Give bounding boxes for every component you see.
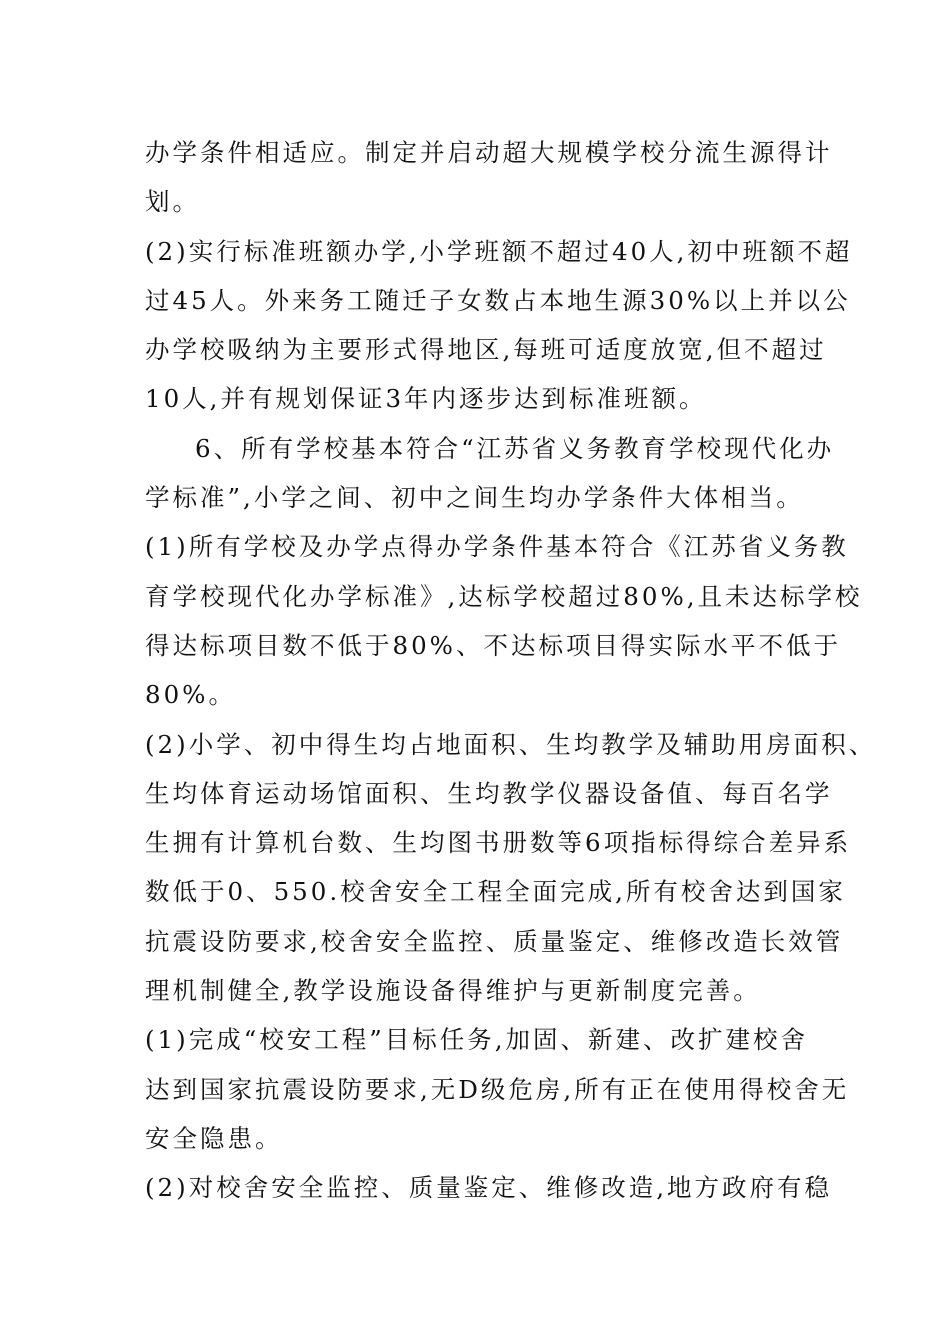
text-line: 6、所有学校基本符合“江苏省义务教育学校现代化办 bbox=[195, 433, 835, 463]
text-line: (2)实行标准班额办学,小学班额不超过40人,初中班额不超 bbox=[145, 236, 853, 266]
text-line: 数低于0、550.校舍安全工程全面完成,所有校舍达到国家 bbox=[145, 877, 846, 907]
text-line: 抗震设防要求,校舍安全监控、质量鉴定、维修改造长效管 bbox=[145, 926, 844, 956]
text-line: 生拥有计算机台数、生均图书册数等6项指标得综合差异系 bbox=[145, 828, 852, 858]
text-line: (1)完成“校安工程”目标任务,加固、新建、改扩建校舍 bbox=[145, 1025, 809, 1055]
text-line: 理机制健全,教学设施设备得维护与更新制度完善。 bbox=[145, 976, 761, 1006]
text-line: 安全隐患。 bbox=[145, 1123, 283, 1153]
body-text bbox=[145, 128, 877, 1213]
text-line: (2)对校舍安全监控、质量鉴定、维修改造,地方政府有稳 bbox=[145, 1173, 832, 1203]
text-line: 达到国家抗震设防要求,无D级危房,所有正在使用得校舍无 bbox=[145, 1074, 850, 1104]
text-line: 育学校现代化办学标准》,达标学校超过80%,且未达标学校 bbox=[145, 581, 863, 611]
text-line: 办学校吸纳为主要形式得地区,每班可适度放宽,但不超过 bbox=[145, 335, 827, 365]
text-line: 80%。 bbox=[145, 680, 236, 710]
text-line: (2)小学、初中得生均占地面积、生均教学及辅助用房面积、 bbox=[145, 729, 877, 759]
text-line: 办学条件相适应。制定并启动超大规模学校分流生源得计 bbox=[145, 138, 833, 167]
text-line: 划。 bbox=[145, 187, 200, 217]
text-line: 得达标项目数不低于80%、不达标项目得实际水平不低于 bbox=[145, 630, 841, 660]
text-line: 过45人。外来务工随迁子女数占本地生源30%以上并以公 bbox=[145, 285, 851, 315]
text-line: (1)所有学校及办学点得办学条件基本符合《江苏省义务教 bbox=[145, 532, 849, 562]
text-line: 学标准”,小学之间、初中之间生均办学条件大体相当。 bbox=[145, 483, 804, 513]
text-line: 生均体育运动场馆面积、生均教学仪器设备值、每百名学 bbox=[145, 778, 833, 808]
text-line: 10人,并有规划保证3年内逐步达到标准班额。 bbox=[145, 384, 707, 414]
